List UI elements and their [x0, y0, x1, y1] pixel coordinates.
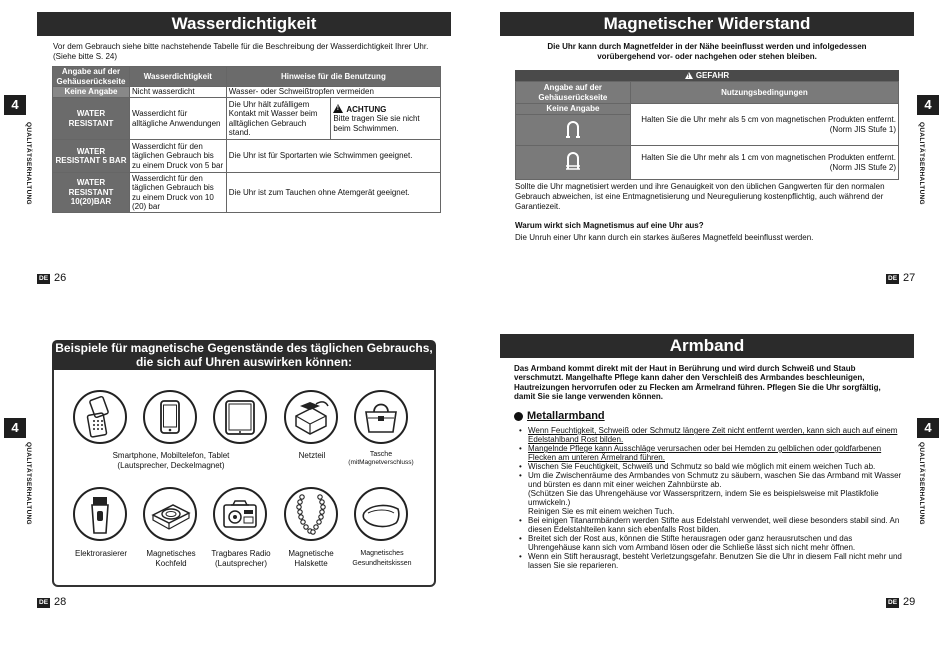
caption-bag: Tasche (mitMagnetverschluss)	[348, 451, 414, 466]
intro-text: Das Armband kommt direkt mit der Haut in Berührung und wird durch Schweiß und Staub verschmutzt. Mangelhafte Pflege kann daher den Verschleiß des Armbandes beschleunigen, Hautreizungen hervorrufen oder zu Flecken am Ärmelrand führen. Pflegen Sie die Uhr sorgfältig, damit Sie sie lange verwenden können.	[514, 364, 881, 401]
magnetic-necklace-icon	[284, 487, 338, 541]
caption-shaver: Elektrorasierer	[74, 549, 127, 558]
magnet-icon	[516, 115, 631, 146]
section-heading: Metallarmband	[514, 410, 605, 423]
page-title: Magnetischer Widerstand	[500, 12, 914, 36]
chapter-tab: 4	[917, 418, 939, 438]
danger-header: !GEFAHR	[515, 70, 899, 81]
table-cell: Keine Angabe	[516, 104, 631, 115]
caption-pillow: Magnetisches Gesundheitskissen	[352, 550, 412, 567]
table-cell: Halten Sie die Uhr mehr als 1 cm von magnetischen Produkten entfernt. (Norm JIS Stufe 2)	[630, 146, 898, 180]
smartphone-icon	[143, 390, 197, 444]
table-cell: Wasserdicht für den täglichen Gebrauch bis zu einem Druck von 5 bar	[129, 140, 226, 173]
table-cell: Die Uhr ist zum Tauchen ohne Atemgerät geeignet.	[226, 173, 440, 213]
chapter-tab: 4	[4, 95, 26, 115]
list-item: • Wischen Sie Feuchtigkeit, Schweiß und Schmutz so bald wie möglich mit einem weichen Tuch ab.	[518, 462, 904, 471]
list-item: • Bei einigen Titanarmbändern werden Stifte aus Edelstahl verwendet, weil diese besonders stabil sind. An diesen Edelstahlteilen kann sich ebenfalls Rost bilden.	[518, 516, 904, 534]
table-cell: Wasser- oder Schweißtropfen vermeiden	[226, 87, 440, 98]
table-cell: Nicht wasserdicht	[129, 87, 226, 98]
page-number: DE 28	[39, 596, 67, 608]
caution-cell: !ACHTUNG Bitte tragen Sie sie nicht beim Schwimmen.	[331, 98, 441, 140]
chapter-tab: 4	[4, 418, 26, 438]
page-title: Armband	[500, 334, 914, 358]
page-number: DE 26	[39, 272, 67, 284]
induction-cooker-icon	[143, 487, 197, 541]
examples-heading: Beispiele für magnetische Gegenstände des täglichen Gebrauchs, die sich auf Uhren auswirken können:	[52, 340, 436, 370]
bullet-circle-icon	[514, 412, 523, 421]
table-cell: WATER RESISTANT	[53, 98, 130, 140]
chapter-tab: 4	[917, 95, 939, 115]
list-item: • Wenn ein Stift herausragt, besteht Verletzungsgefahr. Benutzen Sie die Uhr in diesem Fall nicht mehr und lassen Sie sie reparieren.	[518, 552, 904, 570]
caption-necklace: Magnetische Halskette	[288, 549, 334, 568]
list-item: • Mangelnde Pflege kann Ausschläge verursachen oder bei Hemden zu gelblichen oder goldfarbenen Flecken am unteren Ärmelrand führen.	[518, 444, 904, 462]
caption-phones: Smartphone, Mobiltelefon, Tablet (Lautsprecher, Deckelmagnet)	[112, 451, 230, 470]
table-cell: Die Uhr ist für Sportarten wie Schwimmen geeignet.	[226, 140, 440, 173]
magnet-double-icon	[516, 146, 631, 180]
table-cell: Wasserdicht für den täglichen Gebrauch bis zu einem Druck von 10 (20) bar	[129, 173, 226, 213]
chapter-label: QUALITÄTSERHALTUNG	[917, 122, 925, 205]
list-item: • Wenn Feuchtigkeit, Schweiß oder Schmutz längere Zeit nicht entfernt werden, kann sich auch auf einem Edelstahlband Rost bilden.	[518, 426, 904, 444]
caption-power-adapter: Netzteil	[298, 451, 326, 460]
electric-shaver-icon	[73, 487, 127, 541]
table-cell: Keine Angabe	[53, 87, 130, 98]
flip-phone-icon	[73, 390, 127, 444]
page-title: Wasserdichtigkeit	[37, 12, 451, 36]
caption-cooker: Magnetisches Kochfeld	[146, 549, 196, 568]
table-cell: Wasserdicht für alltägliche Anwendungen	[129, 98, 226, 140]
magnetic-pillow-icon	[354, 487, 408, 541]
table-cell: Die Uhr hält zufälligem Kontakt mit Wasser beim alltäglichen Gebrauch stand.	[226, 98, 331, 140]
table-header: Angabe auf der Gehäuserückseite	[516, 82, 631, 104]
list-item: • Breitet sich der Rost aus, können die Stifte herausragen oder ganz herausrutschen und das Uhrengehäuse kann sich vom Armband lösen oder die Schließe lässt sich nicht mehr öffnen.	[518, 534, 904, 552]
table-header: Hinweise für die Benutzung	[226, 67, 440, 87]
list-item: • Um die Zwischenräume des Armbandes von Schmutz zu säubern, waschen Sie das Armband mit Wasser und bürsten es dann mit einer weichen Zahnbürste ab.	[518, 471, 904, 489]
body-text: Sollte die Uhr magnetisiert werden und ihre Genauigkeit von den üblichen Gangwerten für den normalen Gebrauch abweichen, ist eine Entmagnetisierung und Neuregulierung kostenpflichtig, auch während der Garantiezeit.	[515, 182, 885, 211]
answer-text: Die Unruh einer Uhr kann durch ein starkes äußeres Magnetfeld beeinflusst werden.	[515, 233, 814, 242]
list-item: Reinigen Sie es mit einem weichen Tuch.	[528, 507, 675, 516]
portable-radio-icon	[213, 487, 267, 541]
tablet-icon	[213, 390, 267, 444]
page-number: DE 29	[888, 596, 916, 608]
caption-radio: Tragbares Radio (Lautsprecher)	[211, 549, 271, 568]
water-resistance-table	[52, 66, 441, 213]
handbag-icon	[354, 390, 408, 444]
chapter-label: QUALITÄTSERHALTUNG	[917, 442, 925, 525]
metal-band-list	[518, 426, 904, 570]
chapter-label: QUALITÄTSERHALTUNG	[24, 122, 32, 205]
warning-icon	[333, 104, 343, 113]
intro-text: Die Uhr kann durch Magnetfelder in der Nähe beeinflusst werden und infolgedessen vorübergehend vor- oder nachgehen oder stehen bleiben.	[547, 42, 867, 61]
warning-icon	[685, 72, 693, 79]
table-header: Nutzungsbedingungen	[630, 82, 898, 104]
table-cell: WATER RESISTANT 5 BAR	[53, 140, 130, 173]
table-header: Angabe auf der Gehäuserückseite	[53, 67, 130, 87]
table-cell: Halten Sie die Uhr mehr als 5 cm von magnetischen Produkten entfernt. (Norm JIS Stufe 1)	[630, 104, 898, 146]
question-text: Warum wirkt sich Magnetismus auf eine Uhr aus?	[515, 221, 704, 230]
list-item: (Schützen Sie das Uhrengehäuse vor Wasserspritzern, indem Sie es beispielsweise mit Plastikfolie umwickeln.)	[528, 489, 879, 507]
power-adapter-icon	[284, 390, 338, 444]
chapter-label: QUALITÄTSERHALTUNG	[24, 442, 32, 525]
table-cell: WATER RESISTANT 10(20)BAR	[53, 173, 130, 213]
intro-text: Vor dem Gebrauch siehe bitte nachstehende Tabelle für die Beschreibung der Wasserdichtigkeit Ihrer Uhr. (Siehe bitte S. 24)	[53, 42, 429, 61]
table-header: Wasserdichtigkeit	[129, 67, 226, 87]
page-number: DE 27	[888, 272, 916, 284]
magnetic-table	[515, 81, 899, 180]
